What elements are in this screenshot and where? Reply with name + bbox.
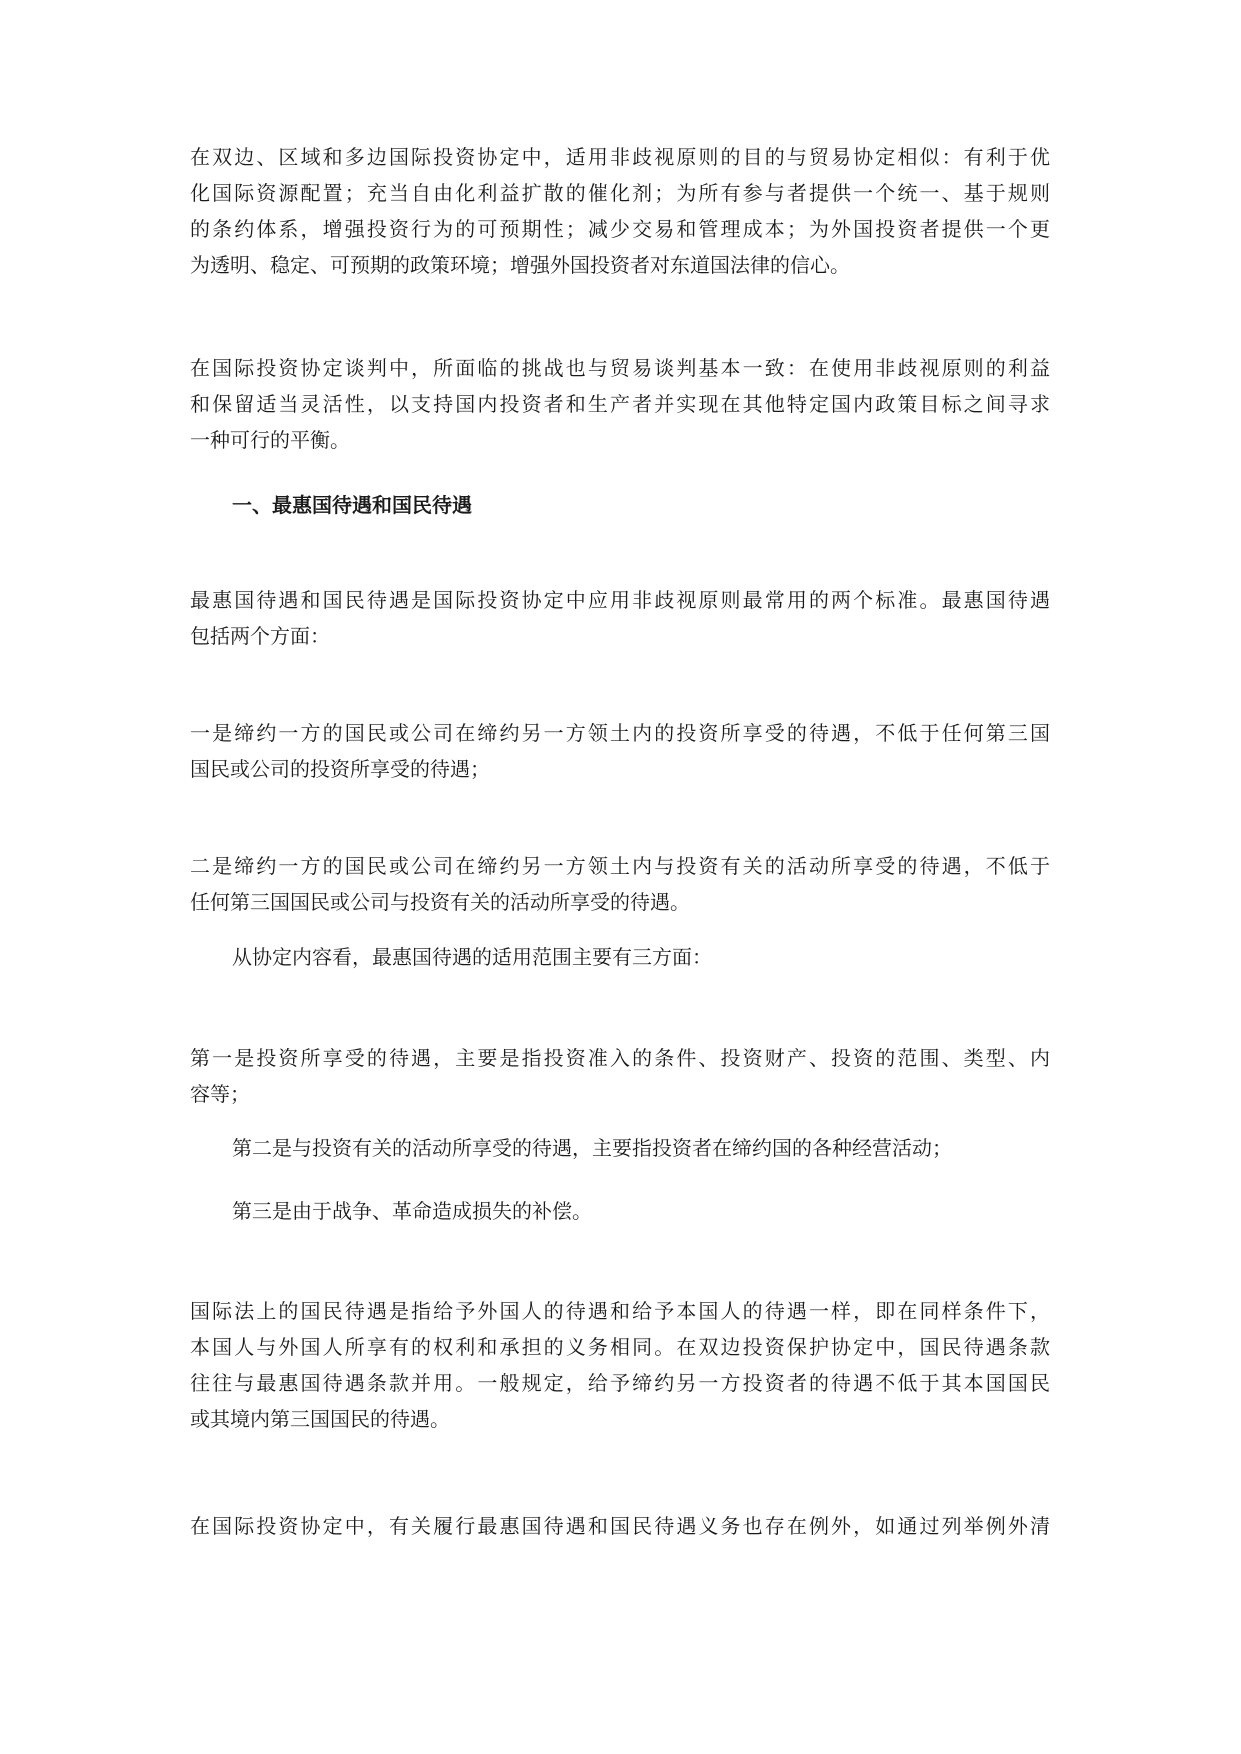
paragraph-line: 第一是投资所享受的待遇，主要是指投资准入的条件、投资财产、投资的范围、类型、内 [190, 1046, 1050, 1070]
paragraph-line: 第三是由于战争、革命造成损失的补偿。 [232, 1199, 592, 1223]
paragraph-line: 往往与最惠国待遇条款并用。一般规定，给予缔约另一方投资者的待遇不低于其本国国民 [190, 1371, 1050, 1395]
paragraph-negotiation-challenges [190, 350, 1050, 458]
paragraph-mfn-definition [190, 582, 1050, 654]
paragraph-line: 最惠国待遇和国民待遇是国际投资协定中应用非歧视原则最常用的两个标准。最惠国待遇 [190, 588, 1050, 612]
section-heading-text: 一、最惠国待遇和国民待遇 [232, 493, 472, 517]
paragraph-line: 一是缔约一方的国民或公司在缔约另一方领土内的投资所享受的待遇，不低于任何第三国 [190, 721, 1050, 745]
paragraph-mfn-aspect-one [190, 715, 1050, 787]
paragraph-scope-third [232, 1193, 1050, 1229]
paragraph-line: 在国际投资协定谈判中，所面临的挑战也与贸易谈判基本一致：在使用非歧视原则的利益 [190, 356, 1050, 380]
paragraph-line: 容等； [190, 1082, 250, 1106]
paragraph-line: 本国人与外国人所享有的权利和承担的义务相同。在双边投资保护协定中，国民待遇条款 [190, 1335, 1050, 1359]
paragraph-line: 包括两个方面： [190, 624, 330, 648]
paragraph-line: 或其境内第三国国民的待遇。 [190, 1407, 450, 1431]
paragraph-line: 和保留适当灵活性，以支持国内投资者和生产者并实现在其他特定国内政策目标之间寻求 [190, 392, 1050, 416]
paragraph-line: 从协定内容看，最惠国待遇的适用范围主要有三方面： [232, 945, 712, 969]
paragraph-line: 国际法上的国民待遇是指给予外国人的待遇和给予本国人的待遇一样，即在同样条件下， [190, 1299, 1050, 1323]
paragraph-nondiscrimination-purpose [190, 139, 1050, 283]
paragraph-exceptions [190, 1508, 1050, 1544]
paragraph-line: 任何第三国国民或公司与投资有关的活动所享受的待遇。 [190, 890, 690, 914]
paragraph-line: 在双边、区域和多边国际投资协定中，适用非歧视原则的目的与贸易协定相似：有利于优 [190, 145, 1050, 169]
paragraph-line: 为透明、稳定、可预期的政策环境；增强外国投资者对东道国法律的信心。 [190, 253, 850, 277]
paragraph-scope-second [232, 1130, 1050, 1166]
paragraph-line: 一种可行的平衡。 [190, 428, 350, 452]
paragraph-line: 的条约体系，增强投资行为的可预期性；减少交易和管理成本；为外国投资者提供一个更 [190, 217, 1050, 241]
paragraph-mfn-scope-intro [232, 939, 1050, 975]
paragraph-national-treatment [190, 1293, 1050, 1437]
paragraph-line: 二是缔约一方的国民或公司在缔约另一方领土内与投资有关的活动所享受的待遇，不低于 [190, 854, 1050, 878]
paragraph-mfn-aspect-two [190, 848, 1050, 920]
section-heading [232, 487, 472, 523]
paragraph-line: 化国际资源配置；充当自由化利益扩散的催化剂；为所有参与者提供一个统一、基于规则 [190, 181, 1050, 205]
paragraph-line: 第二是与投资有关的活动所享受的待遇，主要指投资者在缔约国的各种经营活动； [232, 1136, 952, 1160]
paragraph-line: 在国际投资协定中，有关履行最惠国待遇和国民待遇义务也存在例外，如通过列举例外清 [190, 1514, 1050, 1538]
paragraph-scope-first [190, 1040, 1050, 1112]
paragraph-line: 国民或公司的投资所享受的待遇； [190, 757, 490, 781]
